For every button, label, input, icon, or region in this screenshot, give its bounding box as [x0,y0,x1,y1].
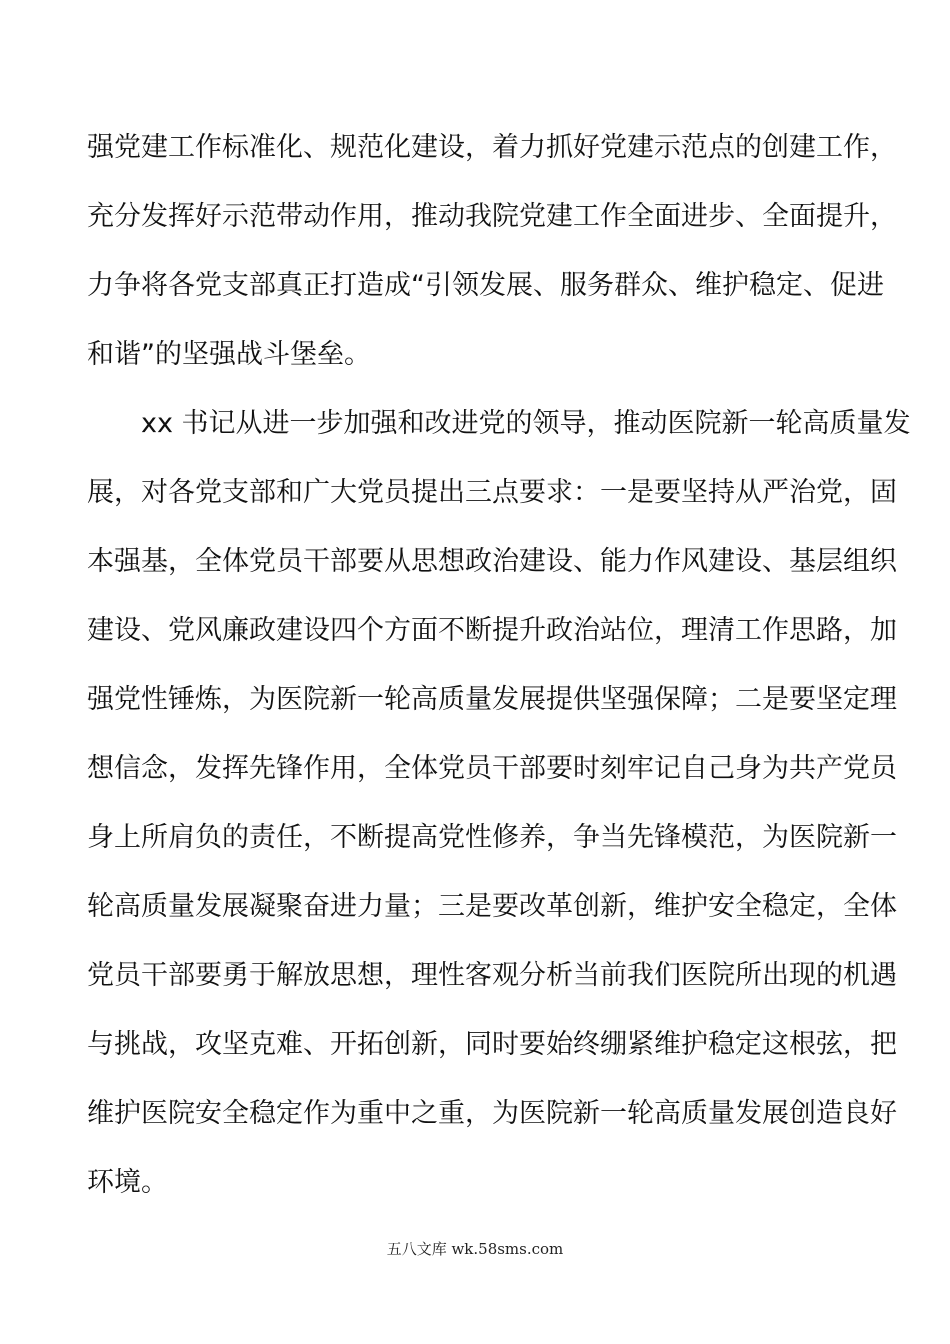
paragraph-2-line-1: xx 书记从进一步加强和改进党的领导，推动医院新一轮高质量发 [141,408,911,439]
footer-source-text: 五八文库 wk.58sms.com [386,1240,564,1258]
paragraph-2-line-8: 轮高质量发展凝聚奋进力量；三是要改革创新，维护安全稳定，全体 [87,891,897,922]
paragraph-2-line-11: 维护医院安全稳定作为重中之重，为医院新一轮高质量发展创造良好 [87,1098,897,1129]
paragraph-2-line-10: 与挑战，攻坚克难、开拓创新，同时要始终绷紧维护稳定这根弦，把 [87,1029,897,1060]
paragraph-2-line-2: 展，对各党支部和广大党员提出三点要求：一是要坚持从严治党，固 [87,477,897,508]
paragraph-1-line-4: 和谐”的坚强战斗堡垒。 [87,339,371,370]
paragraph-1-line-2: 充分发挥好示范带动作用，推动我院党建工作全面进步、全面提升， [87,201,897,232]
paragraph-2-line-5: 强党性锤炼，为医院新一轮高质量发展提供坚强保障；二是要坚定理 [87,684,897,715]
paragraph-2-line-7: 身上所肩负的责任，不断提高党性修养，争当先锋模范，为医院新一 [87,822,897,853]
paragraph-2-line-12: 环境。 [87,1167,168,1198]
paragraph-2-line-9: 党员干部要勇于解放思想，理性客观分析当前我们医院所出现的机遇 [87,960,897,991]
paragraph-2-line-3: 本强基，全体党员干部要从思想政治建设、能力作风建设、基层组织 [87,546,897,577]
paragraph-2-line-6: 想信念，发挥先锋作用，全体党员干部要时刻牢记自己身为共产党员 [87,753,897,784]
paragraph-1-line-3: 力争将各党支部真正打造成“引领发展、服务群众、维护稳定、促进 [87,270,884,301]
paragraph-2-line-4: 建设、党风廉政建设四个方面不断提升政治站位，理清工作思路，加 [87,615,897,646]
paragraph-1-line-1: 强党建工作标准化、规范化建设，着力抓好党建示范点的创建工作， [87,132,897,163]
